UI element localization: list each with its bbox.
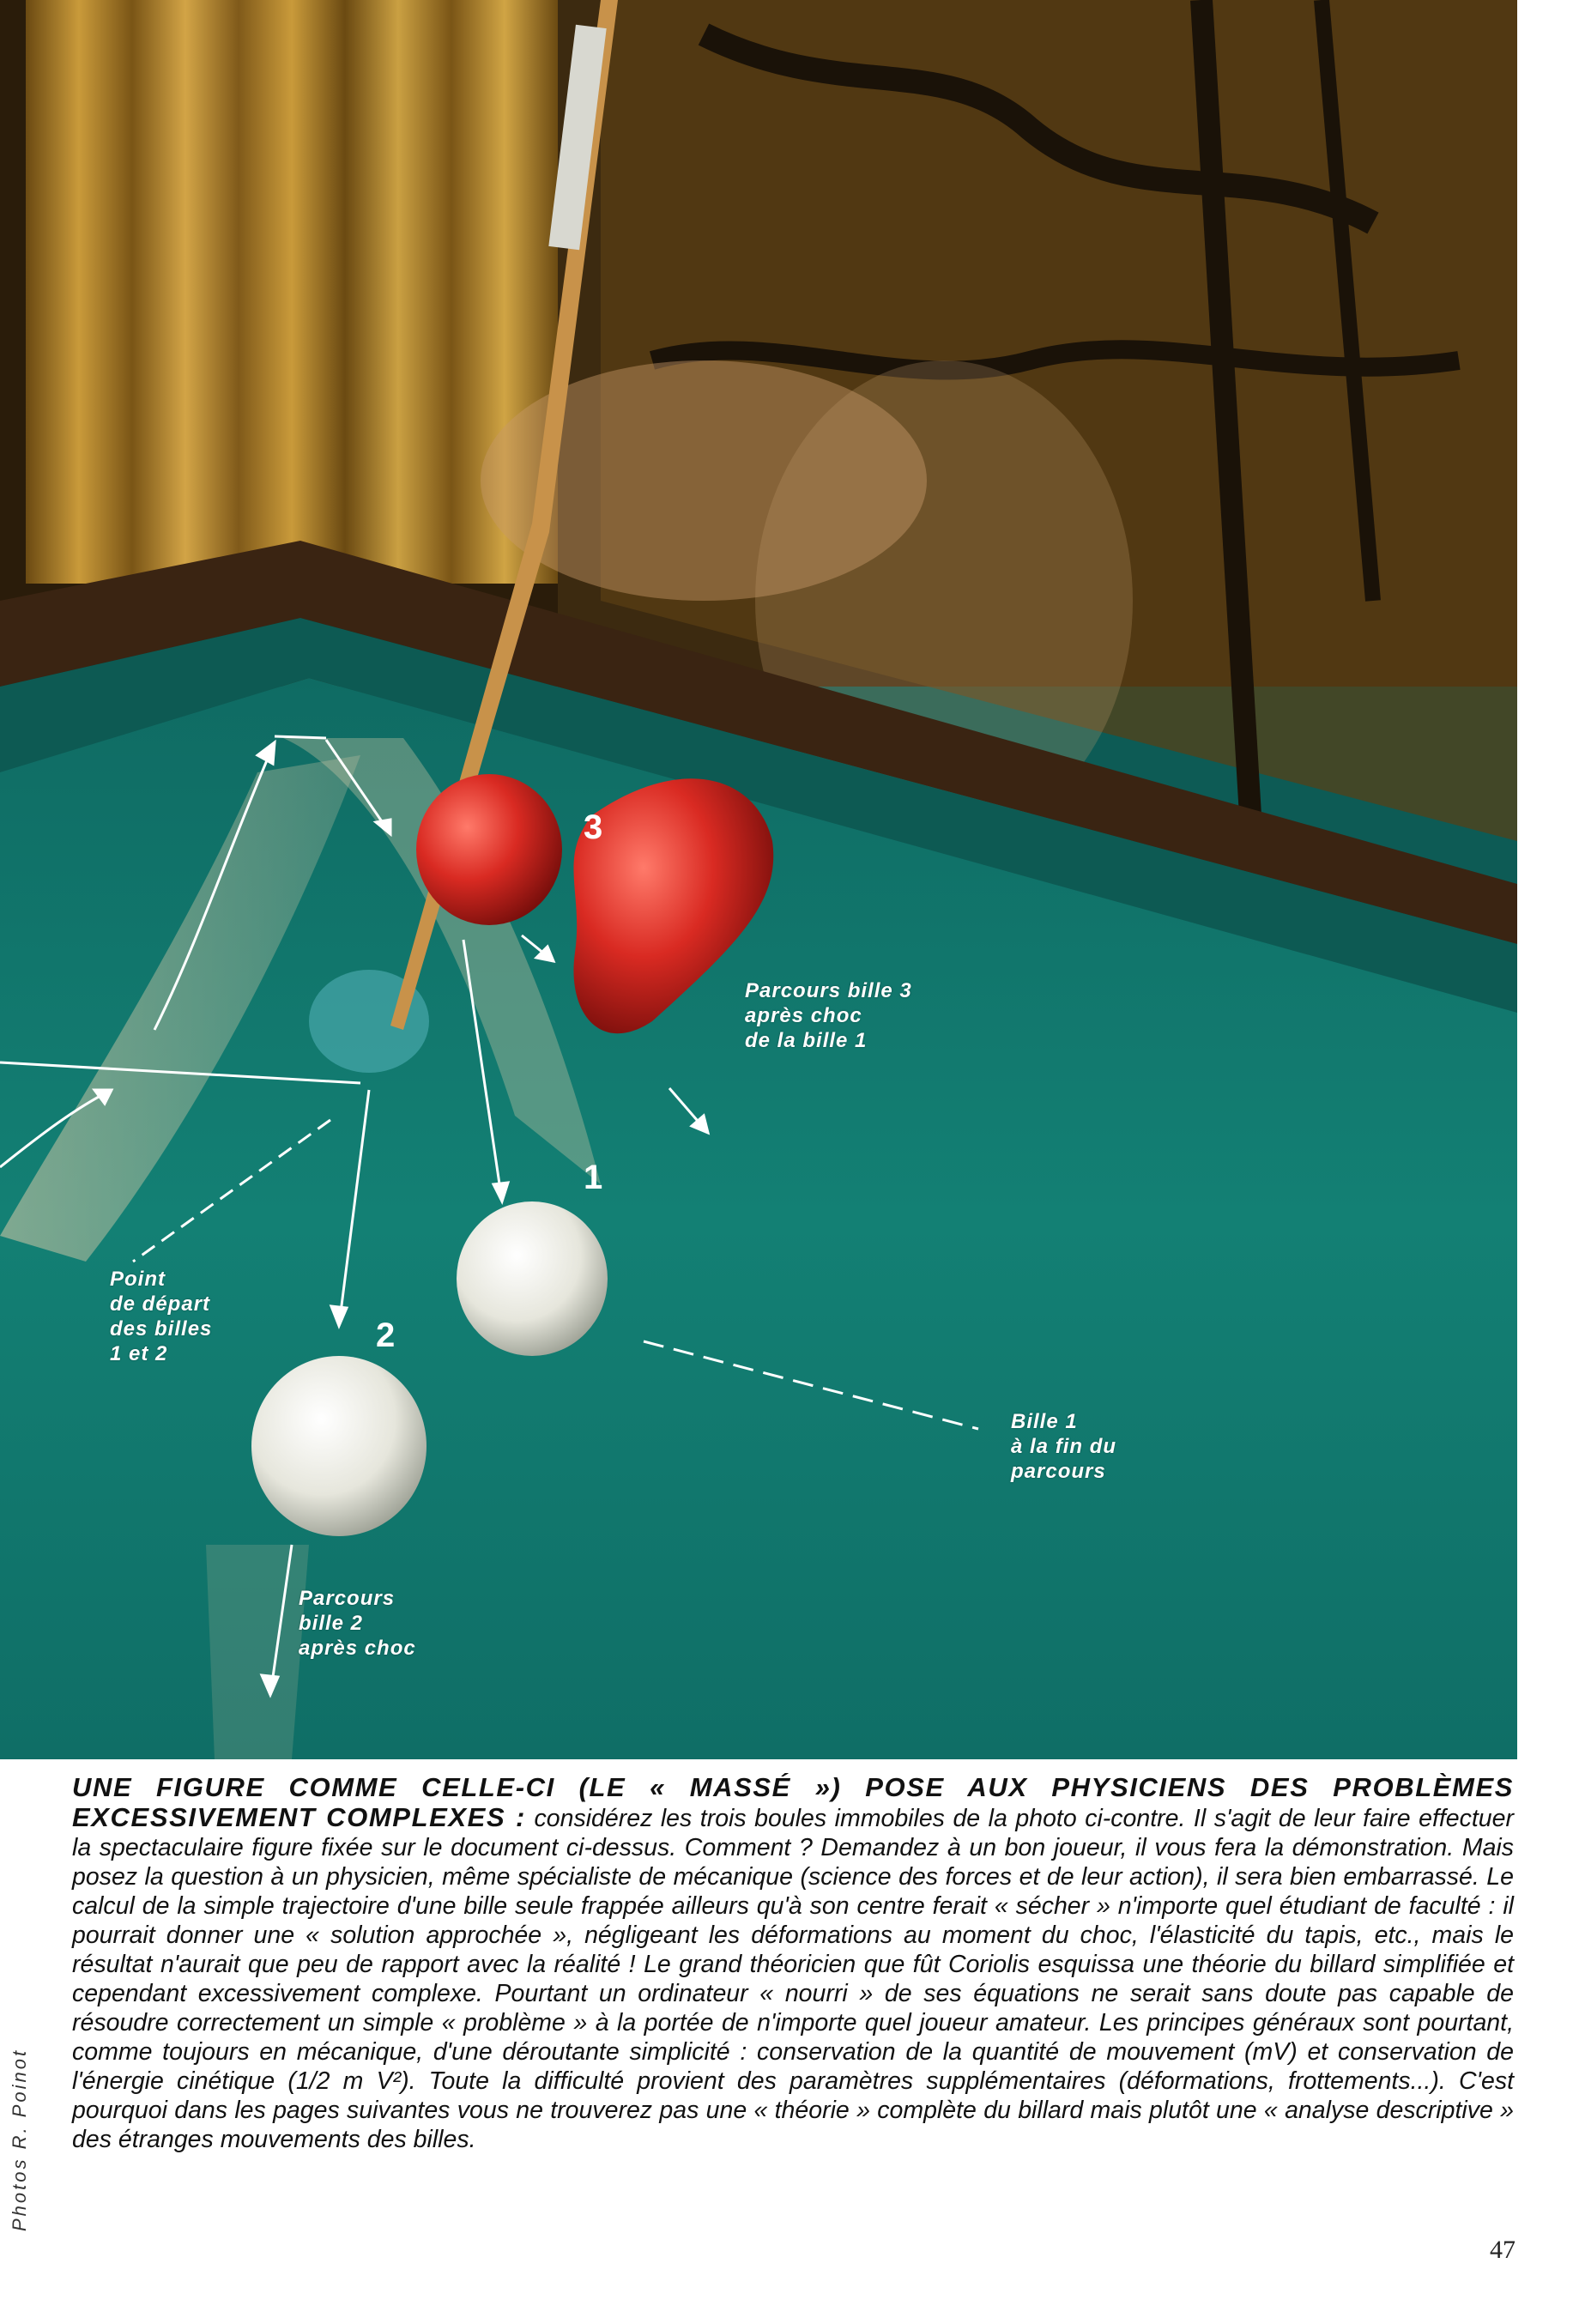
label-bille-1-fin: Bille 1 à la fin du parcours — [1011, 1410, 1117, 1483]
caption-body: considérez les trois boules immobiles de la photo ci-contre. Il s'agit de leur faire effectuer la spectaculaire figure fixée sur le document ci-dessus. Comment ? Demandez à un bon joueur, il vous fera la démonstration. Mais posez la question à un physicien, même spécialiste de mécanique (science des forces et de leur action), il sera bien embarrassé. Le calcul de la simple trajectoire d'une bille seule frappée ailleurs qu'à son centre ferait « sécher » n'importe quel étudiant de faculté : il pourrait donner une « solution approchée », négligeant les déformations au moment du choc, l'élasticité du tapis, etc., mais le résultat n'aurait que peu de rapport avec la réalité ! Le grand théoricien que fût Coriolis esquissa une théorie du billard simplifiée et cependant excessivement complexe. Pourtant un ordinateur « nourri » de ses équations ne serait sans doute pas capable de résoudre correctement un simple « problème » à la portée de n'importe quel joueur amateur. Les principes généraux sont pourtant, comme toujours en mécanique, d'une déroutante simplicité : conservation de la quantité de mouvement (mV) et conservation de l'énergie cinétique (1/2 m V²). Toute la difficulté provient des paramètres supplémentaires (déformations, frottements...). C'est pourquoi dans les pages suivantes vous ne trouverez pas une « théorie » complète du billard mais plutôt une « analyse descriptive » des étranges mouvements des billes. — [72, 1805, 1514, 2153]
label-parcours-bille-2: Parcours bille 2 après choc — [299, 1587, 416, 1660]
label-parcours-bille-3: Parcours bille 3 après choc de la bille 1 — [745, 979, 912, 1052]
caption — [72, 1773, 1514, 2154]
page-number: 47 — [1490, 2236, 1515, 2264]
ball-number-3: 3 — [584, 808, 603, 846]
ball-number-2: 2 — [376, 1316, 396, 1354]
ball-number-1: 1 — [584, 1159, 603, 1196]
label-point-de-depart: Point de départ des billes 1 et 2 — [110, 1268, 213, 1365]
photo-credit: Photos R. Poinot — [9, 2048, 30, 2231]
caption-lead: UNE FIGURE COMME CELLE-CI (LE « MASSÉ ») POSE AUX PHYSICIENS DES PROBLÈMES EXCESSIVEMENT COMPLEXES : — [72, 1772, 1514, 1832]
